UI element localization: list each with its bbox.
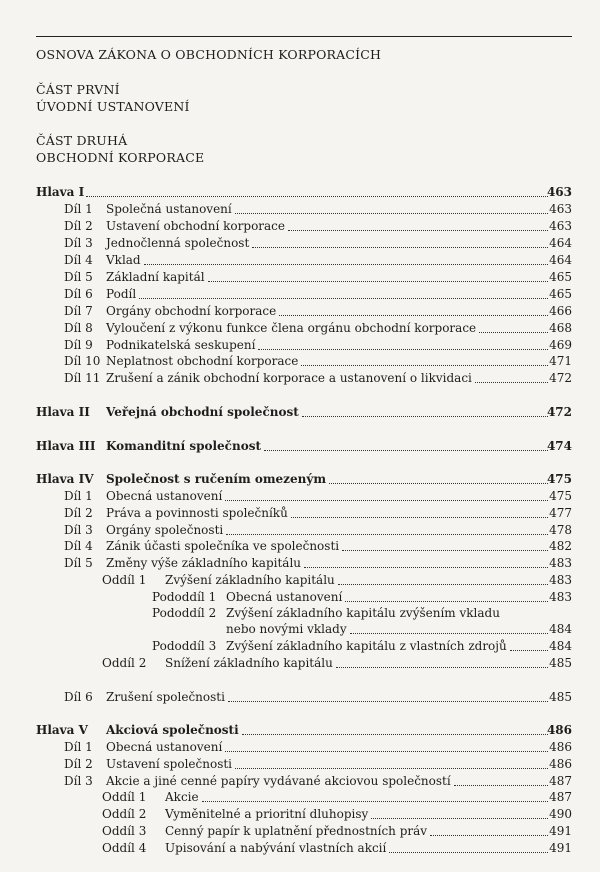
toc-dot-leader [226, 534, 548, 535]
toc-dot-leader [264, 450, 548, 451]
toc-entry-title: Orgány společnosti [106, 523, 224, 537]
toc-dot-leader [139, 298, 548, 299]
toc-entry-page: 471 [549, 354, 572, 368]
toc-dot-leader [510, 650, 548, 651]
toc-dot-leader [225, 751, 548, 752]
toc-entry-label: Díl 1 [64, 489, 93, 503]
toc-entry [0, 303, 600, 319]
toc-entry-page: 483 [549, 556, 572, 570]
toc-dot-leader [235, 213, 548, 214]
toc-dot-leader [350, 633, 548, 634]
toc-entry-page: 463 [549, 219, 572, 233]
toc-entry-page: 487 [549, 790, 572, 804]
toc-dot-leader [475, 382, 548, 383]
toc-entry-title: Zvýšení základního kapitálu [165, 573, 335, 587]
toc-dot-leader [389, 852, 548, 853]
toc-dot-leader [345, 601, 548, 602]
toc-entry-title: Vyloučení z výkonu funkce člena orgánu obchodní korporace [106, 321, 477, 335]
toc-dot-leader [301, 365, 548, 366]
part-heading: ÚVODNÍ USTANOVENÍ [36, 99, 190, 114]
toc-entry-label: Díl 2 [64, 506, 93, 520]
toc-entry-page: 463 [546, 185, 572, 199]
toc-entry-page: 463 [549, 202, 572, 216]
toc-entry-page: 483 [549, 590, 572, 604]
toc-entry-label: Díl 3 [64, 236, 93, 250]
toc-entry-continuation [0, 621, 600, 637]
toc-entry-title: Obecná ustanovení [226, 590, 343, 604]
toc-entry-page: 465 [549, 287, 572, 301]
toc-entry-title: Orgány obchodní korporace [106, 304, 277, 318]
toc-entry-page: 478 [549, 523, 572, 537]
toc-entry-page: 482 [549, 539, 572, 553]
toc-entry-page: 465 [549, 270, 572, 284]
toc-entry [0, 823, 600, 839]
toc-entry-label: Díl 10 [64, 354, 101, 368]
toc-entry-label: Oddíl 1 [102, 573, 147, 587]
toc-entry-page: 468 [549, 321, 572, 335]
toc-entry [0, 286, 600, 302]
toc-entry [0, 538, 600, 554]
toc-dot-leader [479, 332, 548, 333]
toc-entry-page: 486 [549, 757, 572, 771]
toc-dot-leader [302, 416, 548, 417]
toc-entry-page: 491 [549, 841, 572, 855]
toc-entry-label: Pododdíl 2 [152, 606, 217, 620]
toc-entry-title: Snížení základního kapitálu [165, 656, 333, 670]
toc-entry [0, 722, 600, 738]
toc-dot-leader [430, 835, 548, 836]
top-rule [36, 36, 572, 37]
toc-dot-leader [336, 667, 548, 668]
toc-entry-label: Díl 1 [64, 202, 93, 216]
toc-entry [0, 488, 600, 504]
toc-entry-label: Díl 1 [64, 740, 93, 754]
toc-entry-title: Akciová společnosti [106, 723, 239, 737]
part-heading: ČÁST PRVNÍ [36, 82, 120, 97]
toc-dot-leader [288, 230, 548, 231]
toc-entry [0, 773, 600, 789]
toc-entry [0, 505, 600, 521]
toc-dot-leader [338, 584, 548, 585]
toc-entry-label: Díl 2 [64, 219, 93, 233]
toc-entry [0, 689, 600, 705]
toc-entry-label: Díl 9 [64, 338, 93, 352]
toc-entry-label: Oddíl 3 [102, 824, 147, 838]
toc-entry-title: Komanditní společnost [106, 439, 261, 453]
toc-entry-label: Díl 4 [64, 253, 93, 267]
toc-dot-leader [279, 315, 548, 316]
toc-entry-page: 477 [549, 506, 572, 520]
toc-dot-leader [242, 734, 548, 735]
toc-entry-title: Upisování a nabývání vlastních akcií [165, 841, 387, 855]
toc-entry [0, 235, 600, 251]
toc-entry [0, 840, 600, 856]
toc-entry [0, 353, 600, 369]
toc-entry-page: 474 [546, 439, 572, 453]
toc-entry [0, 370, 600, 386]
toc-entry-label: Díl 2 [64, 757, 93, 771]
toc-entry-title: Zrušení a zánik obchodní korporace a ustanovení o likvidaci [106, 371, 472, 385]
toc-dot-leader [86, 196, 548, 197]
toc-entry-title: Základní kapitál [106, 270, 205, 284]
toc-entry-title: Společná ustanovení [106, 202, 232, 216]
toc-entry-page: 491 [549, 824, 572, 838]
toc-entry [0, 252, 600, 268]
toc-entry-title: Obecná ustanovení [106, 740, 223, 754]
toc-entry-page: 485 [549, 690, 572, 704]
toc-entry-title: Akcie a jiné cenné papíry vydávané akciovou společností [106, 774, 451, 788]
toc-dot-leader [208, 281, 548, 282]
toc-entry-label: Oddíl 2 [102, 656, 147, 670]
toc-dot-leader [371, 818, 548, 819]
toc-entry-page: 472 [549, 371, 572, 385]
toc-entry-label: Hlava V [36, 723, 88, 737]
toc-entry-label: Díl 5 [64, 556, 93, 570]
toc-dot-leader [225, 500, 548, 501]
toc-entry [0, 605, 600, 621]
toc-entry-page: 472 [546, 405, 572, 419]
toc-entry-page: 475 [546, 472, 572, 486]
toc-entry-title: Veřejná obchodní společnost [106, 405, 299, 419]
toc-entry-title: Zvýšení základního kapitálu z vlastních zdrojů [226, 639, 507, 653]
toc-entry-title: Neplatnost obchodní korporace [106, 354, 299, 368]
toc-dot-leader [329, 483, 548, 484]
toc-entry-page: 466 [549, 304, 572, 318]
toc-entry-title: Vklad [106, 253, 141, 267]
toc-entry-page: 486 [549, 740, 572, 754]
toc-entry-page: 475 [549, 489, 572, 503]
toc-entry-title: Akcie [165, 790, 199, 804]
toc-entry-label: Díl 4 [64, 539, 93, 553]
toc-entry-label: Hlava IV [36, 472, 94, 486]
toc-entry-label: Oddíl 2 [102, 807, 147, 821]
toc-entry [0, 789, 600, 805]
toc-entry [0, 655, 600, 671]
toc-entry-title: Zánik účasti společníka ve společnosti [106, 539, 340, 553]
toc-dot-leader [454, 785, 548, 786]
toc-entry-label: Hlava II [36, 405, 90, 419]
toc-entry-title: Podíl [106, 287, 137, 301]
toc-entry-title: Vyměnitelné a prioritní dluhopisy [165, 807, 369, 821]
toc-entry-title-cont: nebo novými vklady [226, 622, 347, 636]
toc-entry-title: Obecná ustanovení [106, 489, 223, 503]
toc-entry [0, 572, 600, 588]
toc-entry [0, 555, 600, 571]
part-heading: ČÁST DRUHÁ [36, 133, 128, 148]
toc-entry [0, 201, 600, 217]
toc-entry [0, 438, 600, 454]
toc-entry-label: Díl 7 [64, 304, 93, 318]
toc-entry-label: Pododdíl 1 [152, 590, 217, 604]
toc-entry [0, 269, 600, 285]
toc-entry [0, 184, 600, 200]
toc-entry-title: Změny výše základního kapitálu [106, 556, 302, 570]
toc-entry-label: Díl 3 [64, 774, 93, 788]
toc-entry-title: Práva a povinnosti společníků [106, 506, 288, 520]
toc-entry-title: Cenný papír k uplatnění přednostních práv [165, 824, 428, 838]
toc-entry-page: 464 [549, 253, 572, 267]
toc-entry [0, 404, 600, 420]
toc-dot-leader [228, 701, 548, 702]
toc-entry-label: Oddíl 4 [102, 841, 147, 855]
toc-entry-label: Díl 6 [64, 287, 93, 301]
toc-dot-leader [235, 768, 548, 769]
toc-entry-page: 487 [549, 774, 572, 788]
toc-dot-leader [304, 567, 548, 568]
toc-entry [0, 806, 600, 822]
toc-entry-page: 469 [549, 338, 572, 352]
toc-entry-label: Díl 8 [64, 321, 93, 335]
toc-entry-page: 484 [549, 622, 572, 636]
toc-entry-label: Hlava I [36, 185, 85, 199]
toc-entry-label: Díl 6 [64, 690, 93, 704]
toc-entry [0, 638, 600, 654]
toc-entry-title: Zrušení společnosti [106, 690, 225, 704]
toc-entry-page: 483 [549, 573, 572, 587]
part-heading: OBCHODNÍ KORPORACE [36, 150, 205, 165]
toc-entry-title: Jednočlenná společnost [106, 236, 250, 250]
toc-entry-page: 485 [549, 656, 572, 670]
toc-dot-leader [291, 517, 548, 518]
toc-entry-title: Ustavení obchodní korporace [106, 219, 286, 233]
toc-dot-leader [258, 349, 548, 350]
toc-entry [0, 320, 600, 336]
toc-entry [0, 589, 600, 605]
toc-dot-leader [202, 801, 548, 802]
toc-dot-leader [252, 247, 548, 248]
toc-dot-leader [342, 550, 548, 551]
toc-entry-label: Oddíl 1 [102, 790, 147, 804]
document-title: OSNOVA ZÁKONA O OBCHODNÍCH KORPORACÍCH [36, 47, 382, 62]
toc-entry-label: Díl 5 [64, 270, 93, 284]
toc-entry [0, 337, 600, 353]
toc-entry-label: Hlava III [36, 439, 96, 453]
toc-entry [0, 756, 600, 772]
toc-entry [0, 218, 600, 234]
toc-entry-page: 490 [549, 807, 572, 821]
toc-entry [0, 522, 600, 538]
toc-entry-title: Společnost s ručením omezeným [106, 472, 327, 486]
toc-entry-title: Ustavení společnosti [106, 757, 233, 771]
toc-entry-page: 486 [546, 723, 572, 737]
toc-entry-title: Zvýšení základního kapitálu zvýšením vkladu [226, 606, 500, 620]
toc-entry-page: 464 [549, 236, 572, 250]
toc-dot-leader [144, 264, 548, 265]
toc-entry [0, 471, 600, 487]
toc-entry-page: 484 [549, 639, 572, 653]
toc-entry [0, 739, 600, 755]
toc-entry-label: Díl 3 [64, 523, 93, 537]
toc-entry-title: Podnikatelská seskupení [106, 338, 256, 352]
toc-entry-label: Pododdíl 3 [152, 639, 217, 653]
toc-entry-label: Díl 11 [64, 371, 101, 385]
